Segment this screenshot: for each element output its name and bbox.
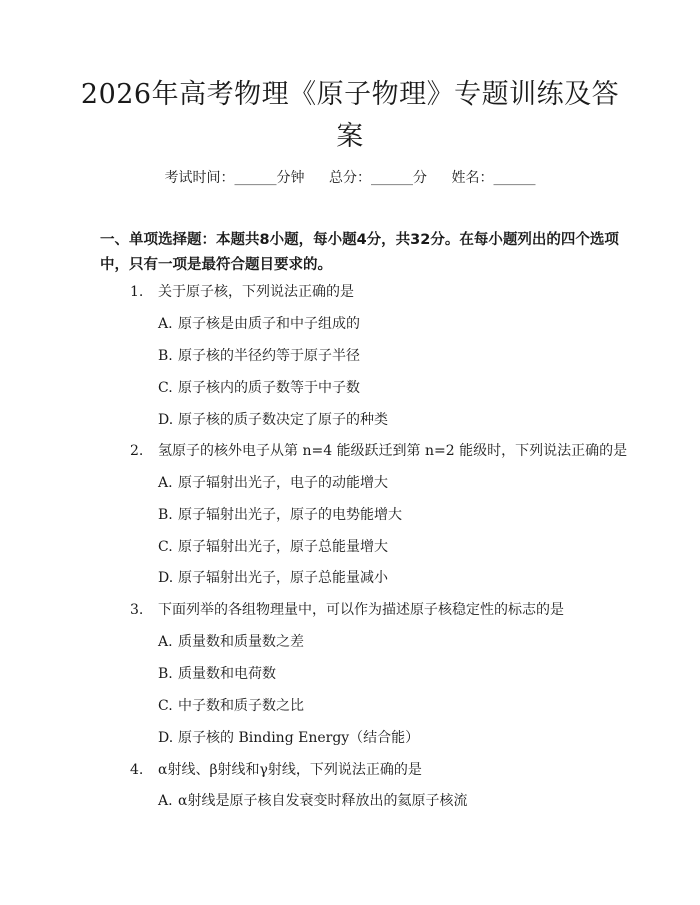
- exam-time-blank: ______: [234, 170, 277, 186]
- student-name-blank: ______: [493, 170, 536, 186]
- exam-time-label: 考试时间：: [164, 170, 235, 186]
- option-text: 中子数和质子数之比: [178, 698, 304, 714]
- question-stem: 氢原子的核外电子从第 n=4 能级跃迁到第 n=2 能级时，下列说法正确的是: [158, 443, 628, 459]
- total-score: [329, 170, 427, 186]
- option-text: 质量数和质量数之差: [178, 634, 304, 650]
- question-3-option-d: [158, 728, 419, 748]
- question-3-option-b: [158, 664, 276, 684]
- section-header: 一、单项选择题：本题共8小题，每小题4分，共32分。在每小题列出的四个选项中，只有一项是最符合题目要求的。: [100, 232, 619, 273]
- question-2: [130, 441, 627, 461]
- student-name-label: 姓名：: [451, 170, 494, 186]
- option-letter: C.: [158, 539, 173, 555]
- option-letter: D.: [158, 730, 174, 746]
- option-text: 原子核的质子数决定了原子的种类: [178, 412, 388, 428]
- student-name: [451, 170, 535, 186]
- option-letter: A.: [158, 793, 173, 809]
- option-text: 原子辐射出光子，电子的动能增大: [178, 475, 388, 491]
- page-title: 2026年高考物理《原子物理》专题训练及答案: [80, 79, 620, 152]
- option-text: 原子辐射出光子，原子总能量增大: [178, 539, 388, 555]
- question-stem: 关于原子核，下列说法正确的是: [158, 284, 354, 300]
- question-3: [130, 600, 564, 620]
- question-number: 4.: [130, 762, 144, 778]
- option-letter: A.: [158, 634, 173, 650]
- exam-time: [165, 170, 305, 186]
- question-4-option-a: [158, 791, 467, 811]
- total-score-label: 总分：: [329, 170, 371, 186]
- question-number: 1.: [130, 284, 144, 300]
- question-1-option-c: [158, 378, 360, 398]
- question-stem: α射线、β射线和γ射线，下列说法正确的是: [158, 762, 422, 778]
- question-4: [130, 760, 422, 780]
- option-text: 质量数和电荷数: [178, 666, 276, 682]
- question-stem: 下面列举的各组物理量中，可以作为描述原子核稳定性的标志的是: [158, 602, 564, 618]
- question-1-option-b: [158, 346, 360, 366]
- question-2-option-c: [158, 537, 388, 557]
- option-letter: B.: [158, 507, 173, 523]
- option-text: 原子核的半径约等于原子半径: [178, 348, 360, 364]
- option-letter: C.: [158, 698, 173, 714]
- question-2-option-d: [158, 568, 388, 588]
- total-score-blank: ______: [371, 170, 413, 186]
- option-text: 原子辐射出光子，原子总能量减小: [178, 570, 388, 586]
- option-letter: D.: [158, 412, 174, 428]
- question-1-option-d: [158, 410, 388, 430]
- question-3-option-a: [158, 632, 304, 652]
- question-2-option-a: [158, 473, 388, 493]
- option-letter: C.: [158, 380, 173, 396]
- question-1-option-a: [158, 314, 360, 334]
- option-letter: A.: [158, 475, 173, 491]
- option-letter: A.: [158, 316, 173, 332]
- option-letter: D.: [158, 570, 174, 586]
- total-score-unit: 分: [413, 170, 427, 186]
- option-text: α射线是原子核自发衰变时释放出的氦原子核流: [178, 793, 468, 809]
- question-number: 2.: [130, 443, 144, 459]
- question-1: [130, 282, 354, 302]
- option-letter: B.: [158, 348, 173, 364]
- question-number: 3.: [130, 602, 144, 618]
- exam-time-unit: 分钟: [276, 170, 305, 186]
- exam-info: [0, 168, 700, 188]
- question-2-option-b: [158, 505, 402, 525]
- option-text: 原子核是由质子和中子组成的: [178, 316, 360, 332]
- question-3-option-c: [158, 696, 304, 716]
- option-text: 原子辐射出光子，原子的电势能增大: [178, 507, 402, 523]
- option-text: 原子核的 Binding Energy（结合能）: [178, 730, 420, 746]
- option-text: 原子核内的质子数等于中子数: [178, 380, 360, 396]
- option-letter: B.: [158, 666, 173, 682]
